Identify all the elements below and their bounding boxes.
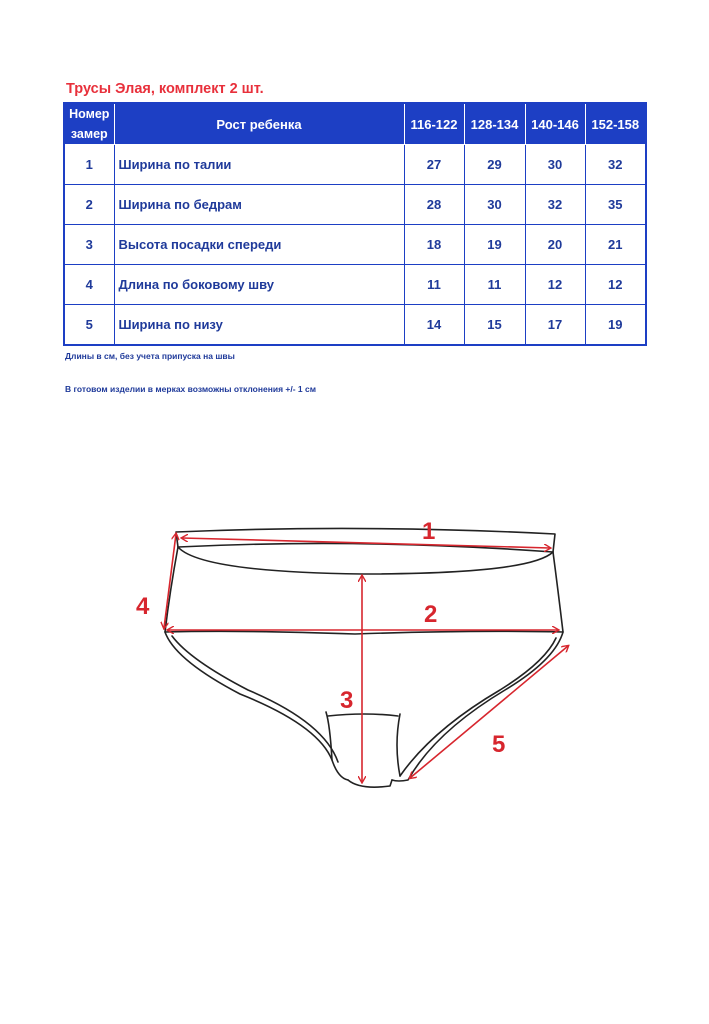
leg-opening-arrow <box>410 646 568 778</box>
measurement-arrows <box>164 534 568 782</box>
row-value: 17 <box>525 305 585 346</box>
header-size: 152-158 <box>585 103 646 145</box>
row-measure-name: Ширина по талии <box>114 145 404 185</box>
row-measure-name: Ширина по низу <box>114 305 404 346</box>
row-value: 20 <box>525 225 585 265</box>
row-measure-name: Ширина по бедрам <box>114 185 404 225</box>
measure-label-5: 5 <box>492 731 506 758</box>
side-seam-arrow <box>164 534 176 628</box>
row-value: 18 <box>404 225 464 265</box>
header-size: 116-122 <box>404 103 464 145</box>
row-value: 15 <box>464 305 525 346</box>
row-value: 11 <box>464 265 525 305</box>
note-units: Длины в см, без учета припуска на швы <box>65 351 235 361</box>
measure-label-4: 4 <box>136 593 150 620</box>
measure-label-1: 1 <box>422 518 436 545</box>
row-value: 32 <box>525 185 585 225</box>
row-value: 21 <box>585 225 646 265</box>
row-value: 11 <box>404 265 464 305</box>
header-size: 128-134 <box>464 103 525 145</box>
header-child-height: Рост ребенка <box>114 103 404 145</box>
row-value: 27 <box>404 145 464 185</box>
row-value: 35 <box>585 185 646 225</box>
row-value: 12 <box>585 265 646 305</box>
measure-label-3: 3 <box>340 687 354 714</box>
row-number: 4 <box>64 265 114 305</box>
row-value: 19 <box>464 225 525 265</box>
row-number: 3 <box>64 225 114 265</box>
row-value: 30 <box>525 145 585 185</box>
row-number: 2 <box>64 185 114 225</box>
page-title: Трусы Элая, комплект 2 шт. <box>66 81 264 97</box>
row-value: 28 <box>404 185 464 225</box>
row-value: 29 <box>464 145 525 185</box>
row-measure-name: Высота посадки спереди <box>114 225 404 265</box>
row-measure-name: Длина по боковому шву <box>114 265 404 305</box>
row-value: 30 <box>464 185 525 225</box>
measure-label-2: 2 <box>424 601 438 628</box>
row-value: 12 <box>525 265 585 305</box>
row-number: 5 <box>64 305 114 346</box>
header-number-line1: Номер <box>69 107 110 121</box>
row-number: 1 <box>64 145 114 185</box>
note-tolerance: В готовом изделии в мерках возможны отклонения +/- 1 см <box>65 384 317 394</box>
row-value: 19 <box>585 305 646 346</box>
header-number-line2: замер <box>70 127 108 141</box>
row-value: 14 <box>404 305 464 346</box>
row-value: 32 <box>585 145 646 185</box>
header-size: 140-146 <box>525 103 585 145</box>
